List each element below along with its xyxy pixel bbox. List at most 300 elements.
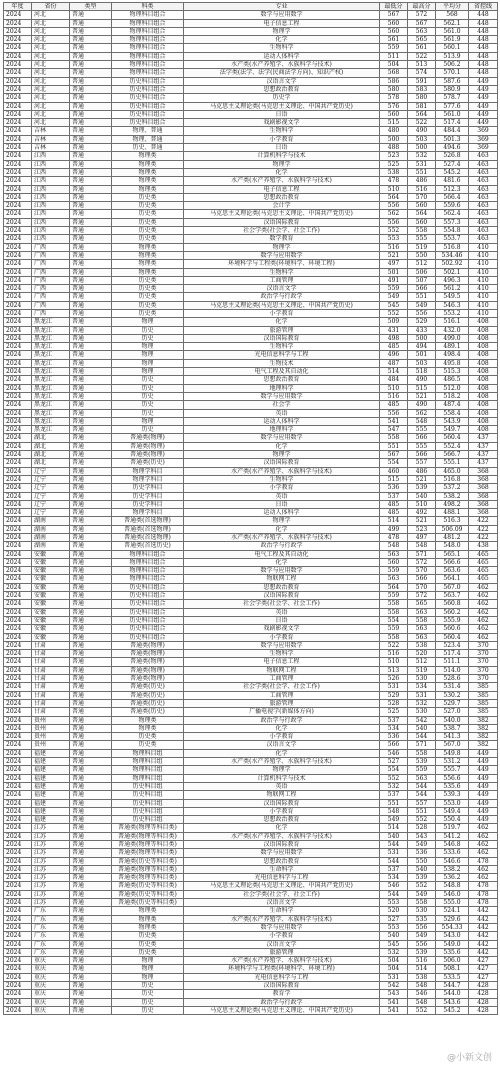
cell-max-score: 558 (408, 749, 436, 757)
cell-min-score: 580 (380, 85, 408, 93)
table-row (4, 824, 498, 832)
cell-avg-score: 546.0 (436, 890, 469, 898)
cell-avg-score: 528.6 (436, 675, 469, 683)
cell-province: 湖北 (32, 434, 70, 442)
table-row (4, 799, 498, 807)
cell-year: 2024 (4, 600, 32, 608)
cell-type: 普通 (70, 77, 112, 85)
cell-avg-score: 555.1 (436, 459, 469, 467)
cell-type: 普通 (70, 749, 112, 757)
cell-avg-score: 494.6 (436, 144, 469, 152)
cell-control-line: 448 (469, 44, 498, 52)
cell-avg-score: 526.8 (436, 152, 469, 160)
table-header (4, 3, 498, 11)
cell-min-score: 516 (380, 392, 408, 400)
cell-subject-category: 历史类 (112, 202, 184, 210)
cell-major: 电子信息工程 (184, 19, 380, 27)
cell-province: 辽宁 (32, 475, 70, 483)
cell-type: 普通 (70, 177, 112, 185)
cell-avg-score: 516.8 (436, 475, 469, 483)
cell-type: 普通 (70, 616, 112, 624)
cell-year: 2024 (4, 168, 32, 176)
cell-control-line: 370 (469, 641, 498, 649)
cell-major: 法学类(法学、法学(民商法学方向)、知识产权) (184, 69, 380, 77)
cell-type: 普通 (70, 218, 112, 226)
cell-major: 社会学类(社会学、社会工作) (184, 890, 380, 898)
cell-max-score: 500 (408, 144, 436, 152)
cell-year: 2024 (4, 36, 32, 44)
cell-major: 日语 (184, 144, 380, 152)
cell-province: 河北 (32, 119, 70, 127)
cell-province: 湖南 (32, 525, 70, 533)
cell-min-score: 551 (380, 442, 408, 450)
cell-type: 普通 (70, 500, 112, 508)
cell-max-score: 521 (408, 475, 436, 483)
cell-control-line: 463 (469, 227, 498, 235)
cell-type: 普通 (70, 857, 112, 865)
table-row (4, 691, 498, 699)
cell-control-line: 369 (469, 144, 498, 152)
cell-subject-category: 物理 (112, 368, 184, 376)
cell-year: 2024 (4, 982, 32, 990)
cell-subject-category: 历史学科目 (112, 492, 184, 500)
cell-min-score: 545 (380, 301, 408, 309)
cell-year: 2024 (4, 293, 32, 301)
cell-province: 黑龙江 (32, 359, 70, 367)
cell-min-score: 554 (380, 616, 408, 624)
cell-type: 普通 (70, 741, 112, 749)
cell-province: 广西 (32, 301, 70, 309)
cell-min-score: 478 (380, 177, 408, 185)
cell-max-score: 552 (408, 816, 436, 824)
cell-type: 普通 (70, 185, 112, 193)
cell-min-score: 525 (380, 708, 408, 716)
cell-province: 江苏 (32, 865, 70, 873)
cell-control-line: 422 (469, 517, 498, 525)
cell-min-score: 566 (380, 741, 408, 749)
cell-province: 黑龙江 (32, 417, 70, 425)
cell-subject-category: 历史 (112, 998, 184, 1006)
cell-max-score: 539 (408, 758, 436, 766)
cell-province: 吉林 (32, 135, 70, 143)
cell-province: 江苏 (32, 857, 70, 865)
cell-year: 2024 (4, 965, 32, 973)
cell-subject-category: 物理类 (112, 923, 184, 931)
cell-max-score: 566 (408, 434, 436, 442)
cell-max-score: 563 (408, 27, 436, 35)
cell-province: 江西 (32, 168, 70, 176)
cell-province: 贵州 (32, 716, 70, 724)
cell-type: 普通 (70, 965, 112, 973)
cell-subject-category: 历史科目组合 (112, 633, 184, 641)
cell-max-score: 548 (408, 417, 436, 425)
cell-subject-category: 普通类(物理) (112, 434, 184, 442)
cell-max-score: 539 (408, 948, 436, 956)
cell-major: 生物技术 (184, 359, 380, 367)
cell-max-score: 534 (408, 683, 436, 691)
header-year: 年度 (4, 3, 32, 11)
cell-year: 2024 (4, 907, 32, 915)
cell-control-line: 369 (469, 135, 498, 143)
cell-control-line: 368 (469, 484, 498, 492)
cell-province: 江苏 (32, 824, 70, 832)
cell-year: 2024 (4, 683, 32, 691)
cell-year: 2024 (4, 392, 32, 400)
cell-year: 2024 (4, 417, 32, 425)
cell-subject-category: 物理科目组 (112, 774, 184, 782)
cell-control-line: 437 (469, 434, 498, 442)
cell-type: 普通 (70, 251, 112, 259)
cell-min-score: 560 (380, 110, 408, 118)
table-row (4, 965, 498, 973)
cell-max-score: 583 (408, 85, 436, 93)
cell-type: 普通 (70, 699, 112, 707)
cell-type: 普通 (70, 525, 112, 533)
cell-province: 河北 (32, 110, 70, 118)
cell-major: 汉语国际教育 (184, 592, 380, 600)
cell-min-score: 556 (380, 218, 408, 226)
cell-major: 水产类(水产养殖学、水族科学与技术) (184, 177, 380, 185)
cell-subject-category: 历史科目组 (112, 799, 184, 807)
cell-control-line: 462 (469, 616, 498, 624)
cell-year: 2024 (4, 102, 32, 110)
cell-avg-score: 513.9 (436, 52, 469, 60)
cell-avg-score: 512.3 (436, 185, 469, 193)
cell-major: 运动人体科学 (184, 417, 380, 425)
cell-max-score: 490 (408, 127, 436, 135)
cell-major: 计算机科学与技术 (184, 774, 380, 782)
cell-min-score: 553 (380, 923, 408, 931)
cell-control-line: 462 (469, 832, 498, 840)
cell-max-score: 562 (408, 409, 436, 417)
table-row (4, 641, 498, 649)
cell-subject-category: 物理科目组合 (112, 550, 184, 558)
table-row (4, 616, 498, 624)
cell-avg-score: 549.5 (436, 293, 469, 301)
cell-subject-category: 物理科目组 (112, 758, 184, 766)
table-row (4, 600, 498, 608)
cell-control-line: 462 (469, 865, 498, 873)
cell-province: 重庆 (32, 965, 70, 973)
cell-province: 广东 (32, 940, 70, 948)
cell-control-line: 427 (469, 957, 498, 965)
cell-year: 2024 (4, 724, 32, 732)
cell-year: 2024 (4, 699, 32, 707)
cell-type: 普通 (70, 193, 112, 201)
cell-control-line: 408 (469, 343, 498, 351)
cell-year: 2024 (4, 1006, 32, 1014)
table-row (4, 392, 498, 400)
header-avg-score: 平均分 (436, 3, 469, 11)
table-body (4, 11, 498, 1015)
cell-min-score: 546 (380, 882, 408, 890)
cell-province: 河北 (32, 36, 70, 44)
cell-control-line: 370 (469, 650, 498, 658)
table-row (4, 11, 498, 19)
cell-max-score: 522 (408, 119, 436, 127)
cell-control-line: 478 (469, 899, 498, 907)
cell-province: 甘肃 (32, 691, 70, 699)
cell-type: 普通 (70, 326, 112, 334)
cell-province: 福建 (32, 774, 70, 782)
cell-max-score: 574 (408, 69, 436, 77)
cell-type: 普通 (70, 27, 112, 35)
cell-min-score: 556 (380, 409, 408, 417)
cell-min-score: 563 (380, 575, 408, 583)
cell-avg-score: 565.1 (436, 550, 469, 558)
cell-major: 旅游管理 (184, 326, 380, 334)
cell-year: 2024 (4, 633, 32, 641)
cell-control-line: 448 (469, 69, 498, 77)
cell-min-score: 564 (380, 583, 408, 591)
cell-major: 旅游管理 (184, 948, 380, 956)
cell-min-score: 497 (380, 260, 408, 268)
cell-year: 2024 (4, 542, 32, 550)
cell-min-score: 526 (380, 675, 408, 683)
cell-max-score: 513 (408, 61, 436, 69)
table-row (4, 683, 498, 691)
cell-max-score: 563 (408, 633, 436, 641)
cell-max-score: 566 (408, 451, 436, 459)
cell-max-score: 549 (408, 840, 436, 848)
cell-year: 2024 (4, 44, 32, 52)
cell-subject-category: 历史 (112, 982, 184, 990)
cell-subject-category: 历史科目组 (112, 816, 184, 824)
cell-major: 水产类(水产养殖学、水族科学与技术) (184, 534, 380, 542)
cell-max-score: 563 (408, 625, 436, 633)
cell-type: 普通 (70, 467, 112, 475)
cell-year: 2024 (4, 359, 32, 367)
cell-major: 政治学与行政学 (184, 542, 380, 550)
cell-major: 化学 (184, 724, 380, 732)
cell-province: 广东 (32, 948, 70, 956)
table-row (4, 716, 498, 724)
cell-subject-category: 历史 (112, 1006, 184, 1014)
cell-subject-category: 物理科目组 (112, 766, 184, 774)
cell-major: 汉语言文学 (184, 285, 380, 293)
cell-avg-score: 587.6 (436, 77, 469, 85)
cell-year: 2024 (4, 608, 32, 616)
cell-subject-category: 物理 (112, 417, 184, 425)
table-row (4, 509, 498, 517)
cell-major: 物联网工程 (184, 575, 380, 583)
cell-control-line: 408 (469, 351, 498, 359)
cell-avg-score: 515.3 (436, 368, 469, 376)
cell-major: 水产类(水产养殖学、水族科学与技术) (184, 957, 380, 965)
cell-province: 江苏 (32, 840, 70, 848)
cell-min-score: 500 (380, 135, 408, 143)
cell-max-score: 560 (408, 218, 436, 226)
cell-major: 工商管理 (184, 691, 380, 699)
cell-province: 辽宁 (32, 509, 70, 517)
cell-avg-score: 568 (436, 11, 469, 19)
cell-type: 普通 (70, 1006, 112, 1014)
cell-min-score: 558 (380, 600, 408, 608)
table-row (4, 724, 498, 732)
header-row (4, 3, 498, 11)
cell-min-score: 509 (380, 318, 408, 326)
cell-type: 普通 (70, 235, 112, 243)
table-row (4, 135, 498, 143)
cell-major: 政治学与行政学 (184, 293, 380, 301)
cell-type: 普通 (70, 484, 112, 492)
cell-max-score: 572 (408, 592, 436, 600)
cell-control-line: 449 (469, 94, 498, 102)
cell-type: 普通 (70, 915, 112, 923)
cell-subject-category: 普通类(物理等科目类) (112, 849, 184, 857)
cell-subject-category: 物理科目组合 (112, 69, 184, 77)
cell-avg-score: 549.8 (436, 749, 469, 757)
cell-major: 马克思主义理论类(马克思主义理论、中国共产党历史) (184, 1006, 380, 1014)
cell-subject-category: 物理类 (112, 251, 184, 259)
table-row (4, 318, 498, 326)
cell-year: 2024 (4, 309, 32, 317)
cell-major: 马克思主义理论类(马克思主义理论、中国共产党历史) (184, 102, 380, 110)
cell-avg-score: 506.09 (436, 525, 469, 533)
cell-min-score: 546 (380, 749, 408, 757)
cell-control-line: 462 (469, 600, 498, 608)
cell-min-score: 540 (380, 932, 408, 940)
cell-major: 生物科学 (184, 44, 380, 52)
cell-min-score: 501 (380, 268, 408, 276)
cell-max-score: 539 (408, 484, 436, 492)
cell-avg-score: 561.2 (436, 285, 469, 293)
cell-major: 物理学 (184, 243, 380, 251)
cell-control-line: 408 (469, 426, 498, 434)
cell-major: 数学与应用数学 (184, 923, 380, 931)
table-row (4, 77, 498, 85)
cell-year: 2024 (4, 127, 32, 135)
cell-year: 2024 (4, 915, 32, 923)
cell-subject-category: 历史、普通 (112, 144, 184, 152)
cell-subject-category: 物理 (112, 973, 184, 981)
cell-avg-score: 527.0 (436, 708, 469, 716)
cell-avg-score: 518.2 (436, 392, 469, 400)
table-row (4, 525, 498, 533)
cell-control-line: 410 (469, 251, 498, 259)
cell-avg-score: 545.2 (436, 168, 469, 176)
cell-avg-score: 495.8 (436, 359, 469, 367)
cell-control-line: 437 (469, 451, 498, 459)
cell-avg-score: 566.4 (436, 193, 469, 201)
cell-type: 普通 (70, 824, 112, 832)
cell-province: 江苏 (32, 849, 70, 857)
cell-control-line: 369 (469, 127, 498, 135)
cell-min-score: 496 (380, 351, 408, 359)
cell-subject-category: 历史科目组合 (112, 625, 184, 633)
cell-min-score: 536 (380, 733, 408, 741)
cell-year: 2024 (4, 816, 32, 824)
cell-subject-category: 物理科目组合 (112, 575, 184, 583)
cell-control-line: 385 (469, 699, 498, 707)
table-row (4, 152, 498, 160)
cell-subject-category: 历史科目组合 (112, 608, 184, 616)
cell-type: 普通 (70, 509, 112, 517)
cell-max-score: 550 (408, 251, 436, 259)
cell-control-line: 462 (469, 625, 498, 633)
cell-year: 2024 (4, 276, 32, 284)
table-row (4, 849, 498, 857)
cell-min-score: 527 (380, 915, 408, 923)
cell-min-score: 552 (380, 309, 408, 317)
cell-major: 思想政治教育 (184, 376, 380, 384)
cell-type: 普通 (70, 401, 112, 409)
cell-subject-category: 历史类 (112, 948, 184, 956)
cell-min-score: 520 (380, 907, 408, 915)
cell-min-score: 576 (380, 102, 408, 110)
cell-avg-score: 546.8 (436, 840, 469, 848)
cell-major: 小学教育 (184, 733, 380, 741)
cell-min-score: 514 (380, 517, 408, 525)
cell-year: 2024 (4, 650, 32, 658)
cell-province: 河北 (32, 44, 70, 52)
table-row (4, 948, 498, 956)
cell-min-score: 562 (380, 210, 408, 218)
cell-avg-score: 577.6 (436, 102, 469, 110)
cell-type: 普通 (70, 285, 112, 293)
table-row (4, 558, 498, 566)
table-row (4, 766, 498, 774)
cell-max-score: 540 (408, 865, 436, 873)
cell-major: 生物科学 (184, 343, 380, 351)
cell-control-line: 449 (469, 758, 498, 766)
cell-max-score: 490 (408, 401, 436, 409)
cell-control-line: 408 (469, 384, 498, 392)
cell-type: 普通 (70, 542, 112, 550)
cell-max-score: 563 (408, 608, 436, 616)
cell-year: 2024 (4, 152, 32, 160)
cell-type: 普通 (70, 633, 112, 641)
table-row (4, 534, 498, 542)
cell-year: 2024 (4, 990, 32, 998)
cell-type: 普通 (70, 758, 112, 766)
cell-avg-score: 555.7 (436, 766, 469, 774)
cell-type: 普通 (70, 600, 112, 608)
cell-min-score: 552 (380, 227, 408, 235)
cell-major: 政治学与行政学 (184, 716, 380, 724)
cell-avg-score: 549.0 (436, 940, 469, 948)
table-row (4, 467, 498, 475)
cell-max-score: 567 (408, 19, 436, 27)
cell-year: 2024 (4, 484, 32, 492)
cell-subject-category: 普通类(历史) (112, 708, 184, 716)
cell-control-line: 427 (469, 973, 498, 981)
cell-avg-score: 561.0 (436, 110, 469, 118)
cell-subject-category: 历史 (112, 392, 184, 400)
cell-type: 普通 (70, 276, 112, 284)
cell-min-score: 559 (380, 285, 408, 293)
cell-major: 地理科学 (184, 384, 380, 392)
cell-min-score: 510 (380, 384, 408, 392)
cell-subject-category: 历史科目组 (112, 791, 184, 799)
cell-year: 2024 (4, 451, 32, 459)
table-row (4, 874, 498, 882)
cell-control-line: 462 (469, 824, 498, 832)
cell-province: 广西 (32, 243, 70, 251)
cell-avg-score: 539.3 (436, 791, 469, 799)
cell-avg-score: 517.4 (436, 119, 469, 127)
cell-subject-category: 历史类 (112, 293, 184, 301)
cell-control-line: 465 (469, 550, 498, 558)
cell-province: 重庆 (32, 973, 70, 981)
cell-control-line: 382 (469, 724, 498, 732)
table-row (4, 309, 498, 317)
cell-avg-score: 544.0 (436, 990, 469, 998)
cell-control-line: 442 (469, 940, 498, 948)
cell-type: 普通 (70, 899, 112, 907)
cell-subject-category: 物理 (112, 343, 184, 351)
cell-major: 地理科学 (184, 426, 380, 434)
